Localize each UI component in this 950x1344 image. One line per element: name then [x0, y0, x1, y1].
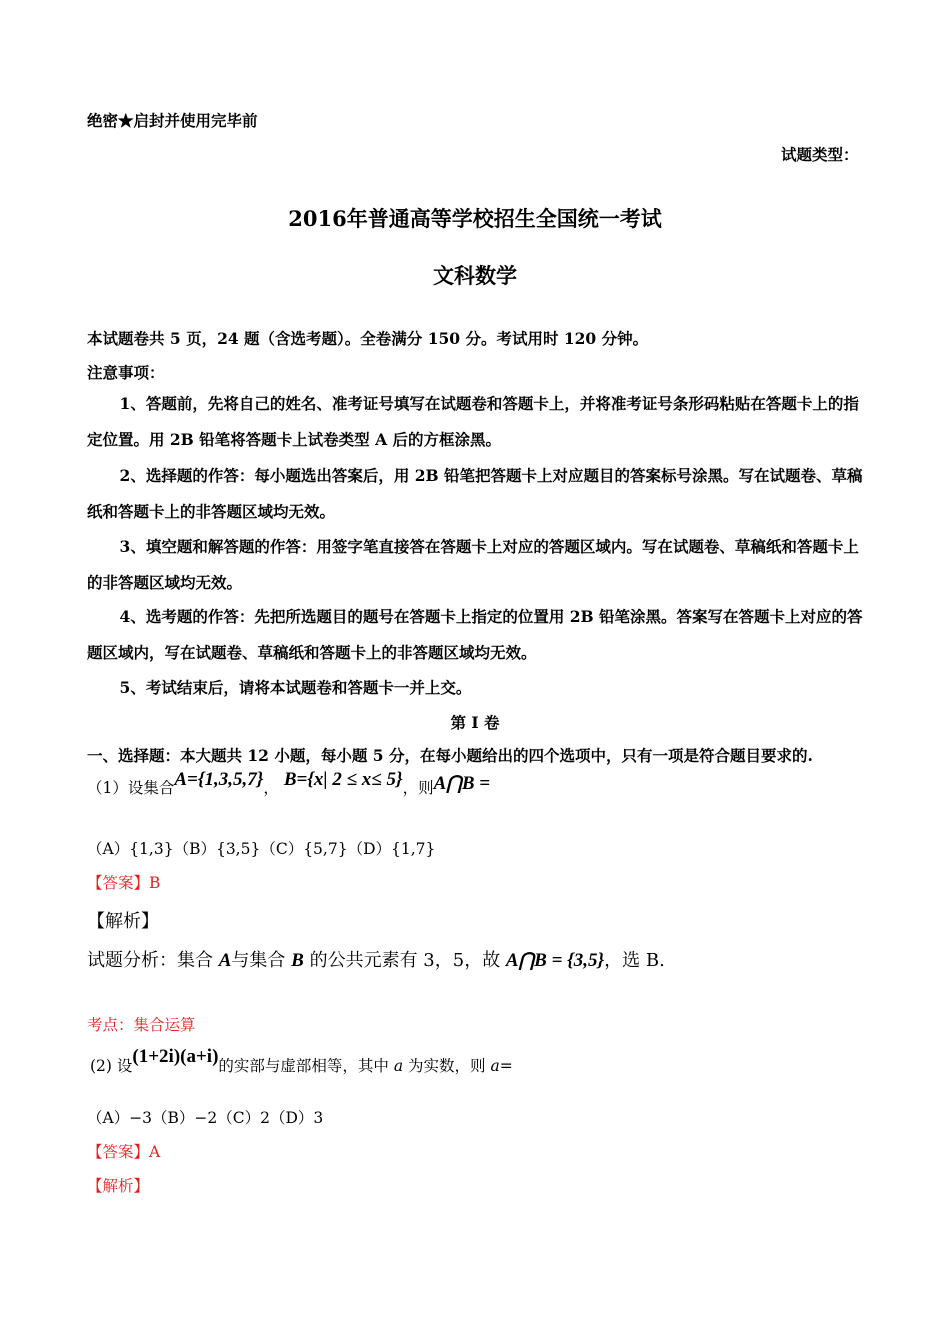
note-item: 2、选择题的作答：每小题选出答案后，用 2B 铅笔把答题卡上对应题目的答案标号涂黑。写在试题卷、草稿纸和答题卡上的非答题区域均无效。	[87, 466, 863, 521]
analysis-math: A	[218, 950, 232, 971]
q1-math-set-b: B={x| 2 ≤ x≤ 5}	[283, 769, 403, 790]
q1-analysis	[87, 946, 665, 972]
analysis-text: ，选 B.	[604, 950, 665, 971]
notes-heading: 注意事项：	[87, 363, 165, 382]
q2-analysis-label: 【解析】	[87, 1177, 150, 1195]
q2-answer: 【答案】A	[87, 1143, 161, 1161]
q2-text: 的实部与虚部相等，其中	[218, 1057, 394, 1075]
note-item: 3、填空题和解答题的作答：用签字笔直接答在答题卡上对应的答题区域内。写在试题卷、草稿纸和答题卡上的非答题区域均无效。	[87, 537, 859, 592]
analysis-text: 的公共元素有 3，5，故	[303, 950, 506, 971]
subject-title: 文科数学	[433, 263, 517, 288]
analysis-text: 试题分析：集合	[87, 950, 219, 971]
q1-kaodian: 考点：集合运算	[87, 1016, 196, 1034]
q1-answer: 【答案】B	[87, 874, 161, 892]
q1-analysis-label: 【解析】	[87, 911, 159, 932]
q2-math-expression: (1+2i)(a+i)	[132, 1046, 219, 1067]
q2-variable: a	[490, 1057, 500, 1075]
note-item: 5、考试结束后，请将本试题卷和答题卡一并上交。	[119, 678, 472, 697]
question-1	[87, 769, 491, 799]
q1-math-set-a: A={1,3,5,7}	[174, 769, 264, 790]
q1-math-intersection: A⋂B =	[433, 773, 491, 794]
exam-type-label: 试题类型：	[781, 145, 859, 164]
q2-options: （A）−3（B）−2（C）2（D）3	[87, 1109, 324, 1127]
confidential-notice: 绝密★启封并使用完毕前	[87, 111, 258, 130]
q1-options: （A）{1,3}（B）{3,5}（C）{5,7}（D）{1,7}	[87, 840, 436, 858]
section-heading: 一、选择题：本大题共 12 小题，每小题 5 分，在每小题给出的四个选项中，只有一项是符合题目要求的.	[87, 746, 813, 765]
q1-separator: ，	[263, 779, 279, 797]
exam-title: 2016年普通高等学校招生全国统一考试	[288, 206, 662, 231]
q1-prefix: （1）设集合	[87, 779, 175, 797]
intro-text: 本试题卷共 5 页，24 题（含选考题）。全卷满分 150 分。考试用时 120 分钟。	[87, 329, 649, 348]
analysis-math: A⋂B = {3,5}	[505, 950, 605, 971]
q2-prefix: (2) 设	[90, 1057, 133, 1075]
analysis-math: B	[291, 950, 304, 971]
analysis-text: 与集合	[231, 950, 292, 971]
note-item: 1、答题前，先将自己的姓名、准考证号填写在试题卷和答题卡上，并将准考证号条形码粘贴在答题卡上的指定位置。用 2B 铅笔将答题卡上试卷类型 A 后的方框涂黑。	[87, 394, 859, 449]
note-item: 4、选考题的作答：先把所选题目的题号在答题卡上指定的位置用 2B 铅笔涂黑。答案写在答题卡上对应的答题区域内，写在试题卷、草稿纸和答题卡上的非答题区域均无效。	[87, 607, 863, 662]
q2-text: 为实数，则	[403, 1057, 491, 1075]
q2-variable: a	[393, 1057, 404, 1075]
question-2	[90, 1046, 513, 1077]
q1-separator: ，则	[402, 779, 434, 797]
q2-text: =	[499, 1057, 513, 1075]
part-heading: 第 I 卷	[450, 713, 500, 732]
